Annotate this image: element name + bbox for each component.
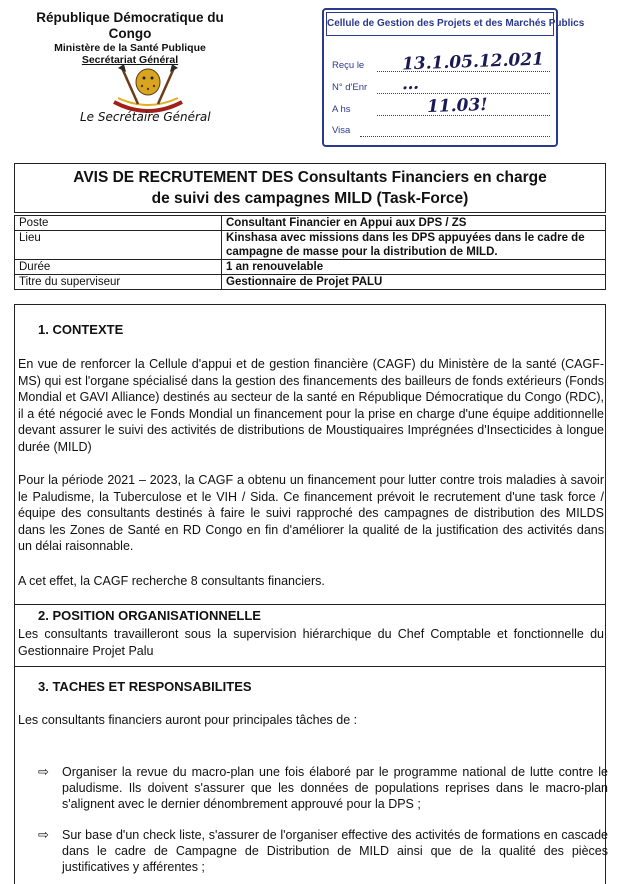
secretary-general-caption: Le Secrétaire Général (80, 110, 211, 124)
organisation-paragraph: Les consultants travailleront sous la supervision hiérarchique du Chef Comptable et fonctionnelle du Gestionnaire Projet Palu (18, 627, 604, 658)
secretariat-name: Secrétariat Général (81, 54, 179, 66)
notice-title-line-1: AVIS DE RECRUTEMENT DES Consultants Financiers en charge (73, 169, 547, 186)
section-1-title: 1. CONTEXTE (38, 322, 124, 337)
list-item (38, 827, 608, 875)
tasks-intro: Les consultants financiers auront pour principales tâches de : (18, 713, 358, 727)
country-name: République Démocratique du Congo (36, 10, 224, 41)
stamp-row-visa: Visa (332, 123, 550, 141)
reception-stamp (322, 8, 585, 147)
arrow-right-icon: ⇨ (38, 827, 49, 842)
section-2-title: 2. POSITION ORGANISATIONNELLE (38, 608, 261, 623)
stamp-row-registration: N° d'Enr … (332, 80, 550, 98)
ministry-name: Ministère de la Santé Publique (54, 42, 206, 54)
table-row: Poste Consultant Financier en Appui aux DPS / ZS (15, 216, 606, 231)
context-paragraph-2: Pour la période 2021 – 2023, la CAGF a obtenu un financement pour lutter contre trois maladies à savoir le Paludisme, la Tuberculose et le VIH / Sida. Ce financement prévoit le recrutement d'une task force / équipe des consultants destinés à faire le suivi rapproché des campagnes de distribution des MILDS dans les Zones de Santé en RD Congo en fin d'améliorer la qualité de la justification des activités dans un délai raisonnable. (18, 473, 604, 553)
stamp-row-received: Reçu le 13.1.05.12.021 (332, 58, 550, 76)
section-3-title: 3. TACHES ET RESPONSABILITES (38, 679, 252, 694)
section-divider (14, 666, 606, 667)
stamp-title: Cellule de Gestion des Projets et des Marchés Publics (326, 12, 554, 36)
coat-of-arms-emblem (108, 62, 188, 114)
table-row: Durée 1 an renouvelable (15, 260, 606, 275)
arrow-right-icon: ⇨ (38, 764, 49, 779)
position-info-table (14, 215, 606, 290)
list-item (38, 764, 608, 812)
handwritten-time: 11.03! (426, 94, 489, 118)
context-paragraph-3: A cet effet, la CAGF recherche 8 consultants financiers. (18, 574, 325, 588)
stamp-row-hours: A hs 11.03! (332, 102, 550, 120)
section-divider (14, 604, 606, 605)
context-paragraph-1: En vue de renforcer la Cellule d'appui et de gestion financière (CAGF) du Ministère de la santé (CAGF-MS) qui est l'organe spécialisé dans la gestion des financements des bailleurs de fonds extérieurs (Fonds Mondial et GAVI Alliance) destinés au secteur de la santé en République Démocratique du Congo (RDC), il a été négocié avec le Fonds Mondial un financement pour la prise en charge d'une équipe additionnelle devant assurer le suivi des activités de distributions de Moustiquaires Imprégnées d'Insecticides à longue durée (MILD) (18, 357, 604, 454)
task-bullet-2: Sur base d'un check liste, s'assurer de l'organiser effective des activités de formations en cascade dans le cadre de Campagne de Distribution de MILD ainsi que de la qualité des pièces justificatives y afférentes ; (62, 828, 608, 874)
task-bullet-1: Organiser la revue du macro-plan une fois élaboré par le programme national de lutte contre le paludisme. Ils doivent s'assurer que les données de populations reprises dans le macro-plan s'alignent avec le dernier dénombrement approuvé pour la DPS ; (62, 765, 608, 811)
table-row: Lieu Kinshasa avec missions dans les DPS appuyées dans le cadre de campagne de masse pour la distribution de MILD. (15, 231, 606, 260)
table-row: Titre du superviseur Gestionnaire de Projet PALU (15, 275, 606, 290)
notice-title-box (14, 163, 606, 213)
handwritten-date: 13.1.05.12.021 (401, 49, 545, 75)
letterhead (30, 10, 230, 66)
notice-title-line-2: de suivi des campagnes MILD (Task-Force) (151, 190, 469, 207)
